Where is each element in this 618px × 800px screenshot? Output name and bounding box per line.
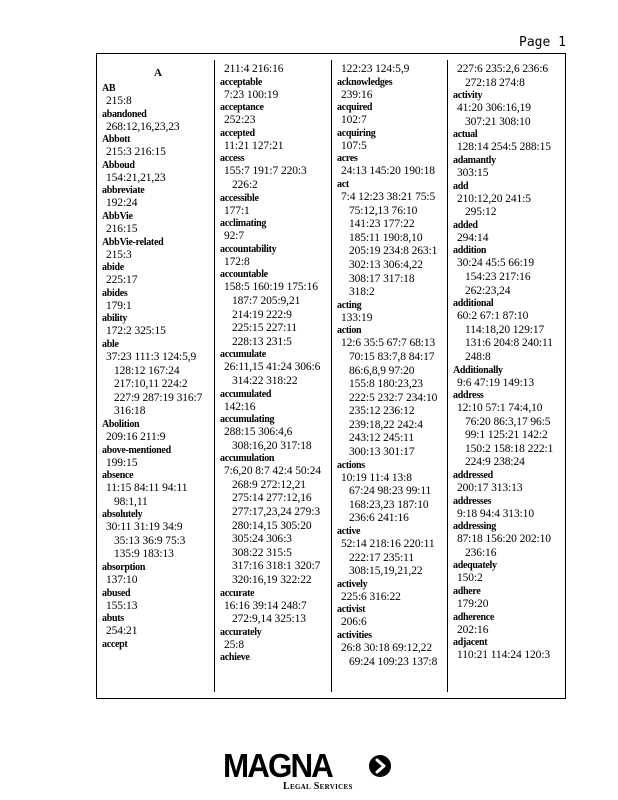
page-line-reference: 280:14,15 305:20	[232, 519, 312, 532]
index-entry	[453, 298, 565, 364]
index-term: activities	[337, 630, 372, 641]
page-line-reference: 308:15,19,21,22	[349, 565, 423, 578]
page-line-reference: 25:8	[224, 638, 245, 651]
page-line-reference: 217:10,11 224:2	[114, 378, 188, 391]
page-line-reference: 7:6,20 8:7 42:4 50:24	[224, 465, 321, 478]
index-entry	[337, 102, 449, 128]
page-line-reference: 187:7 205:9,21	[232, 294, 301, 307]
index-column-3	[332, 54, 449, 698]
page-line-reference: 135:9 183:13	[114, 548, 174, 561]
page-line-reference: 12:6 35:5 67:7 68:13	[341, 337, 436, 350]
page-line-reference: 69:24 109:23 137:8	[349, 655, 438, 668]
index-entry	[453, 245, 565, 298]
index-term: acceptance	[220, 102, 264, 114]
index-term: abused	[102, 587, 131, 599]
page-line-reference: 243:12 245:11	[349, 432, 415, 445]
page-line-reference: 11:21 127:21	[224, 139, 284, 152]
logo-wordmark: MAGNA	[223, 747, 332, 784]
page-line-reference: 12:10 57:1 74:4,10	[457, 402, 543, 415]
page-line-reference: 318:2	[349, 286, 375, 299]
page-line-reference: 200:17 313:13	[457, 482, 523, 495]
index-entry	[220, 652, 332, 664]
magna-logo	[223, 748, 395, 792]
index-term: accumulating	[220, 414, 275, 426]
page-line-reference: 227:6 235:2,6 236:6	[457, 63, 549, 75]
page-line-reference: 92:7	[224, 230, 245, 243]
page-line-reference: 300:13 301:17	[349, 446, 415, 459]
index-entry	[102, 134, 214, 160]
index-term: able	[102, 338, 119, 350]
index-entry	[337, 153, 449, 179]
page-line-reference: 303:15	[457, 166, 489, 179]
index-term: actions	[337, 459, 365, 471]
page-line-reference: 26:8 30:18 69:12,22	[341, 642, 433, 654]
page-line-reference: 158:5 160:19 175:16	[224, 281, 318, 294]
index-entry	[337, 179, 449, 300]
index-entry	[102, 445, 214, 471]
index-term: acquiring	[337, 127, 376, 139]
index-entry	[337, 128, 449, 154]
page-line-reference: 155:7 191:7 220:3	[224, 165, 307, 178]
page-line-reference: 142:16	[224, 400, 256, 413]
index-term: acceptable	[220, 76, 262, 88]
index-column-2	[215, 54, 332, 698]
index-entry	[453, 90, 565, 129]
index-entry	[102, 639, 214, 651]
index-entry	[102, 83, 214, 109]
page-line-reference: 215:3 216:15	[106, 146, 166, 159]
index-term: acknowledges	[337, 76, 393, 88]
page-line-reference: 239:16	[341, 88, 373, 101]
index-term: Abboud	[102, 159, 135, 171]
page-line-reference: 102:7	[341, 114, 367, 127]
index-entry	[220, 627, 332, 653]
page-line-reference: 227:9 287:19 316:7	[114, 391, 203, 404]
page-line-reference: 67:24 98:23 99:11	[349, 485, 432, 498]
page-line-reference: 7:23 100:19	[224, 88, 279, 101]
index-term: adhere	[453, 586, 481, 598]
index-entry	[337, 604, 449, 630]
index-term: accountable	[220, 269, 268, 281]
page-line-reference: 210:12,20 241:5	[457, 192, 531, 205]
page-line-reference: 185:11 190:8,10	[349, 231, 423, 244]
index-entry	[102, 237, 214, 263]
index-term: abbreviate	[102, 185, 145, 197]
index-entry	[102, 313, 214, 339]
index-entry	[102, 470, 214, 509]
index-term: adamantly	[453, 154, 496, 166]
index-term: acres	[337, 153, 358, 165]
index-term: AB	[102, 83, 116, 94]
page-line-reference: 30:11 31:19 34:9	[106, 521, 183, 534]
index-entry	[220, 453, 332, 587]
page-line-reference: 98:1,11	[114, 495, 148, 508]
page-line-reference: 295:12	[465, 206, 497, 219]
index-term: achieve	[220, 652, 250, 664]
index-term: adjacent	[453, 637, 488, 649]
page-line-reference: 226:2	[232, 178, 258, 191]
page-line-reference: 294:14	[457, 231, 489, 244]
page-line-reference: 288:15 306:4,6	[224, 426, 293, 439]
page-line-reference: 128:14 254:5 288:15	[457, 141, 551, 154]
index-term: above-mentioned	[102, 444, 171, 456]
page-line-reference: 268:12,16,23,23	[106, 120, 180, 133]
index-entry	[337, 77, 449, 103]
page-line-reference: 133:19	[341, 311, 373, 324]
index-term: Abbott	[102, 134, 131, 146]
page-line-reference: 316:18	[114, 405, 146, 418]
page-line-reference: 30:24 45:5 66:19	[457, 257, 534, 270]
index-entry	[453, 129, 565, 155]
page-line-reference: 277:17,23,24 279:3	[232, 506, 320, 519]
page-line-reference: 52:14 218:16 220:11	[341, 538, 435, 551]
index-entry	[102, 211, 214, 237]
page-line-reference: 275:14 277:12,16	[232, 492, 312, 505]
index-term: accessible	[220, 192, 259, 204]
index-entry	[453, 586, 565, 612]
page-line-reference: 239:18,22 242:4	[349, 418, 423, 431]
index-term: accumulate	[220, 349, 266, 361]
page-line-reference: 150:2	[457, 572, 483, 585]
page-line-reference: 235:12 236:12	[349, 405, 415, 418]
index-term: absolutely	[102, 509, 143, 521]
page-line-reference: 308:22 315:5	[232, 546, 292, 559]
index-entry	[102, 339, 214, 419]
page-line-reference: 224:9 238:24	[465, 456, 525, 469]
index-entry	[102, 509, 214, 562]
index-entry	[453, 365, 565, 391]
index-entry	[337, 63, 449, 77]
index-term: actual	[453, 129, 478, 141]
page-line-reference: 222:17 235:11	[349, 551, 415, 564]
page-line-reference: 172:2 325:15	[106, 325, 166, 338]
page-line-reference: 99:1 125:21 142:2	[465, 429, 548, 442]
index-column-4	[448, 54, 565, 698]
page-line-reference: 26:11,15 41:24 306:6	[224, 361, 321, 374]
index-term: accumulated	[220, 388, 272, 400]
index-entry	[220, 193, 332, 219]
index-entry	[102, 588, 214, 614]
arrow-circle-icon	[369, 755, 391, 777]
index-entry	[337, 325, 449, 459]
page-line-reference: 314:22 318:22	[232, 374, 298, 387]
index-term: access	[220, 153, 245, 165]
page-line-reference: 272:9,14 325:13	[232, 613, 306, 626]
index-entry	[453, 220, 565, 246]
index-entry	[453, 63, 565, 90]
word-index-frame	[96, 53, 566, 699]
page-line-reference: 305:24 306:3	[232, 533, 292, 546]
page-line-reference: 110:21 114:24 120:3	[457, 649, 551, 662]
page-line-reference: 10:19 11:4 13:8	[341, 471, 412, 484]
page-line-reference: 228:13 231:5	[232, 335, 292, 348]
page-line-reference: 168:23,23 187:10	[349, 498, 429, 511]
index-term: abide	[102, 262, 124, 274]
index-term: AbbVie	[102, 210, 133, 222]
page-line-reference: 131:6 204:8 240:11	[465, 337, 553, 350]
page-line-reference: 107:5	[341, 139, 367, 152]
page-line-reference: 154:23 217:16	[465, 270, 531, 283]
page-line-reference: 9:6 47:19 149:13	[457, 376, 534, 389]
page-line-reference: 225:15 227:11	[232, 322, 298, 335]
index-term: addressed	[453, 470, 493, 482]
index-entry	[453, 390, 565, 470]
index-term: actively	[337, 578, 368, 590]
index-term: accepted	[220, 127, 255, 139]
index-entry	[453, 155, 565, 181]
page-line-reference: 150:2 158:18 222:1	[465, 442, 554, 455]
page-line-reference: 205:19 234:8 263:1	[349, 245, 438, 258]
page-line-reference: 252:23	[224, 114, 256, 127]
index-entry	[220, 77, 332, 103]
index-entry	[453, 521, 565, 560]
index-term: accurate	[220, 587, 255, 599]
index-term: additional	[453, 298, 494, 310]
page-line-reference: 128:12 167:24	[114, 364, 180, 377]
index-term: absence	[102, 470, 134, 482]
page-line-reference: 302:13 306:4,22	[349, 258, 423, 271]
index-entry	[102, 109, 214, 135]
page-line-reference: 179:1	[106, 299, 132, 312]
index-entry	[453, 496, 565, 522]
index-entry	[102, 288, 214, 314]
page-line-reference: 37:23 111:3 124:5,9	[106, 350, 197, 363]
index-entry	[453, 560, 565, 586]
index-entry	[337, 579, 449, 605]
page-line-reference: 209:16 211:9	[106, 430, 166, 443]
index-entry	[453, 637, 565, 663]
page-line-reference: 11:15 84:11 94:11	[106, 482, 188, 495]
page-line-reference: 155:13	[106, 599, 138, 612]
index-term: address	[453, 390, 484, 402]
page-line-reference: 179:20	[457, 598, 489, 611]
index-term: acting	[337, 299, 362, 311]
index-term: Abolition	[102, 418, 140, 430]
page-line-reference: 41:20 306:16,19	[457, 102, 531, 115]
index-term: accumulation	[220, 453, 275, 465]
page-line-reference: 192:24	[106, 197, 138, 210]
page-line-reference: 268:9 272:12,21	[232, 478, 306, 491]
index-term: accurately	[220, 626, 262, 638]
index-column-1	[97, 54, 214, 698]
index-term: addresses	[453, 495, 492, 507]
index-entry	[220, 218, 332, 244]
index-term: acquired	[337, 102, 373, 114]
index-entry	[220, 153, 332, 192]
index-term: activity	[453, 90, 483, 102]
index-term: action	[337, 325, 362, 337]
page-line-reference: 308:17 317:18	[349, 272, 415, 285]
page-line-reference: 236:16	[465, 546, 497, 559]
index-entry	[220, 244, 332, 270]
page-line-reference: 215:3	[106, 248, 132, 261]
page-line-reference: 137:10	[106, 574, 138, 587]
index-entry	[102, 185, 214, 211]
index-term: Additionally	[453, 364, 503, 376]
index-term: abandoned	[102, 108, 147, 120]
index-entry	[102, 419, 214, 445]
index-entry	[102, 66, 214, 81]
page-line-reference: 262:23,24	[465, 284, 511, 297]
page-line-reference: 199:15	[106, 456, 138, 469]
page-line-reference: 225:17	[106, 274, 138, 287]
index-entry	[220, 414, 332, 453]
index-entry	[337, 460, 449, 526]
index-entry	[102, 562, 214, 588]
index-term: abides	[102, 287, 128, 299]
page-line-reference: 211:4 216:16	[224, 63, 284, 75]
page-line-reference: 60:2 67:1 87:10	[457, 310, 529, 323]
page-line-reference: 222:5 232:7 234:10	[349, 391, 438, 404]
page-number: Page 1	[519, 35, 566, 50]
index-entry	[337, 526, 449, 579]
index-entry	[102, 160, 214, 186]
page-line-reference: 24:13 145:20 190:18	[341, 165, 435, 178]
index-entry	[220, 349, 332, 388]
index-term: addition	[453, 245, 487, 257]
page-line-reference: 16:16 39:14 248:7	[224, 599, 307, 612]
page-line-reference: 202:16	[457, 623, 489, 636]
page-line-reference: 155:8 180:23,23	[349, 378, 423, 391]
index-term: activist	[337, 604, 366, 616]
page-line-reference: 320:16,19 322:22	[232, 574, 312, 587]
index-term: ability	[102, 313, 128, 325]
page-line-reference: 122:23 124:5,9	[341, 63, 410, 75]
index-entry	[220, 389, 332, 415]
page-line-reference: 216:15	[106, 222, 138, 235]
index-term: addressing	[453, 521, 496, 533]
page-line-reference: 141:23 177:22	[349, 218, 415, 231]
index-entry	[337, 300, 449, 326]
index-term: acclimating	[220, 218, 267, 230]
index-entry	[220, 102, 332, 128]
index-entry	[102, 262, 214, 288]
page-line-reference: 76:20 86:3,17 96:5	[465, 415, 551, 428]
page-line-reference: 206:6	[341, 616, 367, 629]
index-term: accountability	[220, 243, 277, 255]
index-term: add	[453, 180, 469, 192]
page-line-reference: 87:18 156:20 202:10	[457, 533, 551, 546]
page-line-reference: 172:8	[224, 255, 250, 268]
index-term: accept	[102, 638, 128, 650]
index-entry	[453, 470, 565, 496]
page-line-reference: 7:4 12:23 38:21 75:5	[341, 190, 436, 203]
index-term: abuts	[102, 613, 124, 625]
page-line-reference: 215:8	[106, 95, 132, 107]
index-entry	[453, 612, 565, 638]
index-entry	[337, 630, 449, 669]
index-term: act	[337, 178, 349, 190]
page-line-reference: 75:12,13 76:10	[349, 204, 418, 217]
logo-subtitle: Legal Services	[283, 781, 353, 792]
index-entry	[220, 128, 332, 154]
index-term: adherence	[453, 611, 494, 623]
index-term: adequately	[453, 560, 497, 572]
index-term: absorption	[102, 562, 146, 574]
page-line-reference: 236:6 241:16	[349, 512, 409, 525]
index-term: AbbVie-related	[102, 236, 164, 248]
page-line-reference: 177:1	[224, 204, 250, 217]
page-line-reference: 308:16,20 317:18	[232, 439, 312, 452]
page-line-reference: 254:21	[106, 625, 138, 638]
page-line-reference: 317:16 318:1 320:7	[232, 560, 321, 573]
index-entry	[220, 588, 332, 627]
index-entry	[102, 613, 214, 639]
page-line-reference: 35:13 36:9 75:3	[114, 534, 186, 547]
section-letter: A	[154, 67, 162, 79]
page-line-reference: 248:8	[465, 350, 491, 363]
page-line-reference: 86:6,8,9 97:20	[349, 364, 415, 377]
page-line-reference: 225:6 316:22	[341, 590, 401, 603]
page-line-reference: 114:18,20 129:17	[465, 323, 545, 336]
index-entry	[453, 181, 565, 220]
index-entry	[220, 63, 332, 77]
index-term: active	[337, 526, 361, 538]
page-line-reference: 70:15 83:7,8 84:17	[349, 350, 435, 363]
index-term: added	[453, 219, 478, 231]
page-line-reference: 307:21 308:10	[465, 115, 531, 128]
index-entry	[220, 269, 332, 349]
page-line-reference: 214:19 222:9	[232, 308, 292, 321]
page-line-reference: 154:21,21,23	[106, 171, 166, 184]
page-line-reference: 9:18 94:4 313:10	[457, 507, 534, 520]
page-line-reference: 272:18 274:8	[465, 76, 525, 89]
